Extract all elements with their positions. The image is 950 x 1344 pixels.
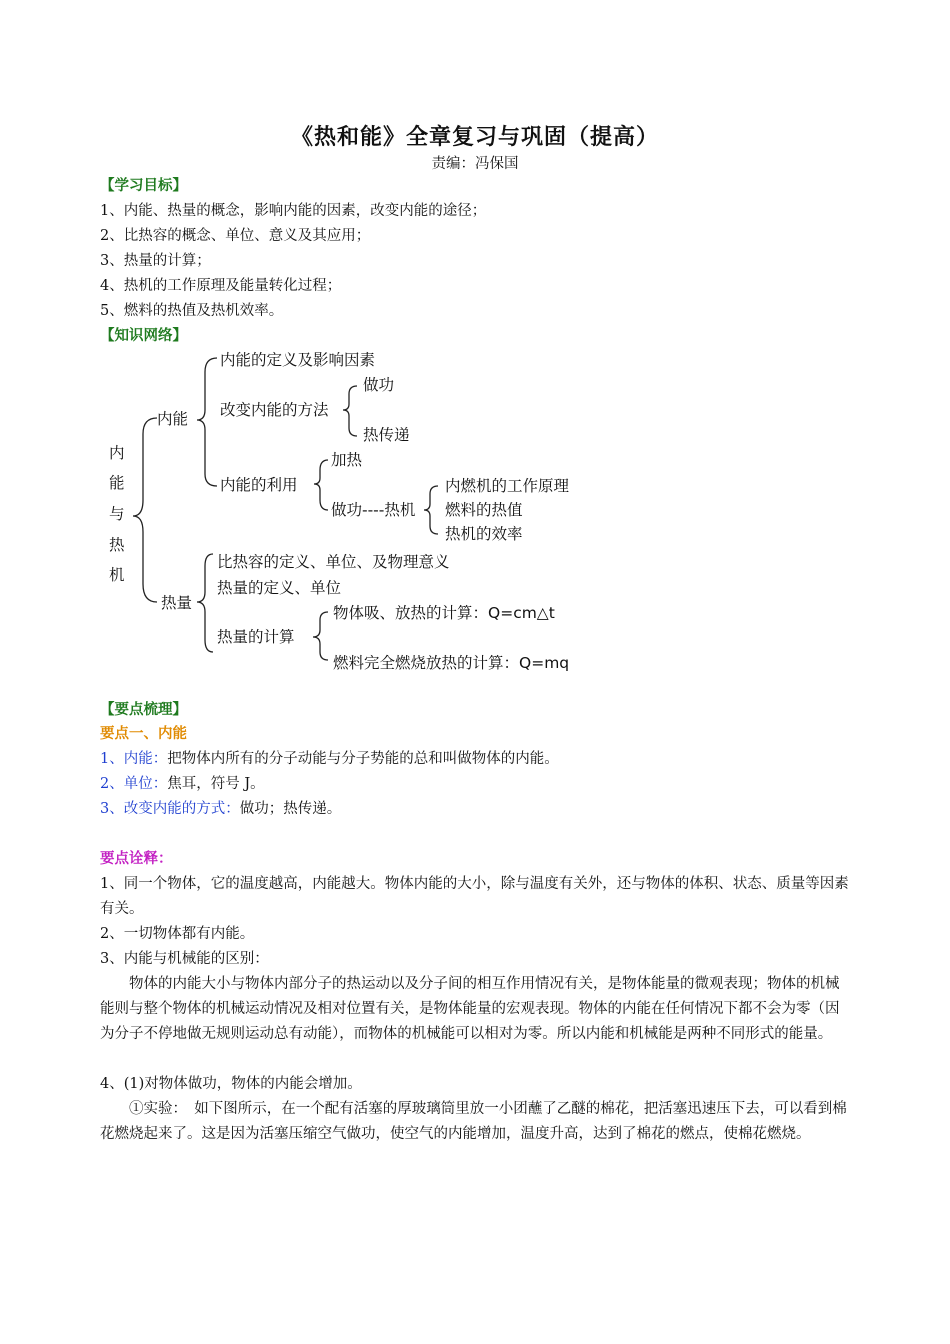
point-item-1-text: 把物体内所有的分子动能与分子势能的总和叫做物体的内能。: [167, 751, 559, 767]
root-char-2: 能: [109, 474, 125, 492]
node-engine-principle: 内燃机的工作原理: [445, 477, 570, 495]
point-one-heading: 要点一、内能: [100, 726, 187, 742]
explain-paragraph-3-detail: 物体的内能大小与物体内部分子的热运动以及分子间的相互作用情况有关，是物体能量的微观表现；物体的机械能则与整个物体的机械运动情况及相对位置有关，是物体能量的宏观表现。物体的内能在任何情况下都不会为零（因为分子不停地做无规则运动总有动能），而物体的机械能可以相对为零。所以内能和机械能是两种不同形式的能量。: [100, 976, 840, 1042]
point-item-1: [100, 749, 559, 769]
node-heat-calc: 热量的计算: [217, 628, 295, 646]
node-energy-use: 内能的利用: [220, 476, 298, 494]
explain-heading: 要点诠释：: [100, 851, 173, 867]
objective-item-4: 4、热机的工作原理及能量转化过程；: [100, 278, 342, 294]
experiment-paragraph: ①实验： 如下图所示，在一个配有活塞的厚玻璃筒里放一小团蘸了乙醚的棉花，把活塞迅速压下去，可以看到棉花燃烧起来了。这是因为活塞压缩空气做功，使空气的内能增加，温度升高，达到了棉花的燃点，使棉花燃烧。: [100, 1101, 847, 1142]
node-work: 做功: [363, 376, 395, 394]
node-fuel-formula: 燃料完全燃烧放热的计算：Q=mq: [333, 654, 570, 672]
root-char-4: 热: [109, 536, 125, 554]
knowledge-network-diagram: [95, 340, 615, 680]
node-work-engine: 做功----热机: [331, 501, 416, 519]
point-item-2-label: 2、单位：: [100, 776, 168, 792]
node-absorb-formula: 物体吸、放热的计算：Q=cm△t: [333, 604, 555, 622]
objective-item-5: 5、燃料的热值及热机效率。: [100, 303, 284, 319]
point-item-2-text: 焦耳，符号 J。: [167, 776, 265, 792]
node-definition: 内能的定义及影响因素: [220, 351, 376, 369]
points-heading: 【要点梳理】: [100, 702, 187, 718]
point-item-2: [100, 774, 265, 794]
node-heating: 加热: [331, 451, 363, 469]
editor-credit: 责编：冯保国: [431, 156, 519, 172]
objective-item-2: 2、比热容的概念、单位、意义及其应用；: [100, 228, 371, 244]
point-item-3-label: 3、改变内能的方式：: [100, 801, 240, 817]
node-engine-efficiency: 热机的效率: [445, 525, 523, 543]
root-char-5: 机: [109, 566, 125, 584]
node-specific-heat: 比热容的定义、单位、及物理意义: [217, 553, 450, 571]
explain-paragraph-4: 4、(1)对物体做功，物体的内能会增加。: [100, 1076, 362, 1092]
objective-item-3: 3、热量的计算；: [100, 253, 211, 269]
explain-paragraph-3: 3、内能与机械能的区别：: [100, 951, 269, 967]
node-change-method: 改变内能的方法: [220, 401, 329, 419]
root-char-3: 与: [109, 505, 125, 523]
point-item-3: [100, 799, 341, 819]
objective-item-1: 1、内能、热量的概念，影响内能的因素，改变内能的途径；: [100, 203, 487, 219]
node-fuel-value: 燃料的热值: [445, 501, 523, 519]
objectives-heading: 【学习目标】: [100, 178, 187, 194]
network-heading: 【知识网络】: [100, 328, 187, 344]
branch-heat: 热量: [161, 594, 193, 612]
explain-paragraph-1: 1、同一个物体，它的温度越高，内能越大。物体内能的大小，除与温度有关外，还与物体的体积、状态、质量等因素有关。: [100, 876, 849, 917]
point-item-1-label: 1、内能：: [100, 751, 168, 767]
root-char-1: 内: [109, 444, 125, 462]
explain-paragraph-2: 2、一切物体都有内能。: [100, 926, 255, 942]
page-title: 《热和能》全章复习与巩固（提高）: [290, 125, 659, 150]
point-item-3-text: 做功；热传递。: [239, 801, 342, 817]
branch-internal-energy: 内能: [157, 410, 189, 428]
node-heat-definition: 热量的定义、单位: [217, 579, 342, 597]
node-heat-transfer: 热传递: [363, 426, 410, 444]
